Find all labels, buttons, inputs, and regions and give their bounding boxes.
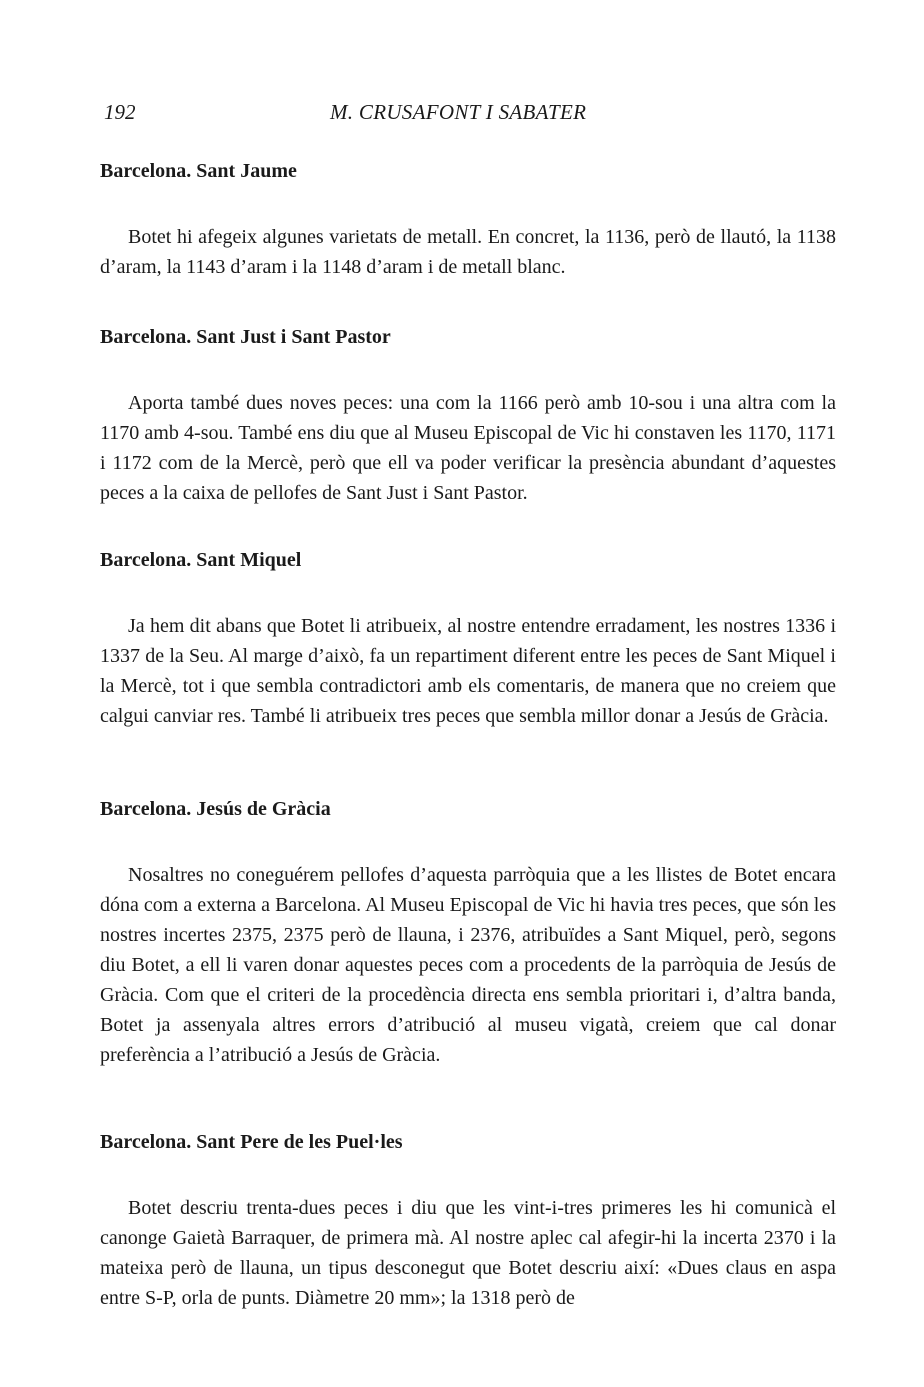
section-sant-jaume — [100, 157, 836, 282]
section-heading: Barcelona. Sant Jaume — [100, 160, 297, 182]
section-paragraph: Ja hem dit abans que Botet li atribueix, al nostre entendre erradament, les nostres 1336 i 1337 de la Seu. Al marge d’això, fa un repartiment diferent entre les peces de Sant Miquel i la Mercè, tot i que sembla contradictori amb els comentaris, de manera que no creiem que calgui canviar res. També li atribueix tres peces que sembla millor donar a Jesús de Gràcia. — [100, 615, 836, 727]
section-heading: Barcelona. Sant Miquel — [100, 549, 302, 571]
section-jesus-de-gracia — [100, 795, 836, 1070]
section-heading: Barcelona. Jesús de Gràcia — [100, 798, 331, 820]
section-paragraph: Botet hi afegeix algunes varietats de metall. En concret, la 1136, però de llautó, la 1138 d’aram, la 1143 d’aram i la 1148 d’aram i de metall blanc. — [100, 226, 836, 278]
section-sant-just-i-sant-pastor — [100, 323, 836, 508]
running-title: M. CRUSAFONT I SABATER — [330, 100, 587, 124]
section-sant-pere-de-les-puelles — [100, 1128, 836, 1313]
section-heading: Barcelona. Sant Just i Sant Pastor — [100, 326, 391, 348]
section-paragraph: Nosaltres no coneguérem pellofes d’aquesta parròquia que a les llistes de Botet encara dóna com a externa a Barcelona. Al Museu Episcopal de Vic hi havia tres peces, que són les nostres incertes 2375, 2375 però de llauna, i 2376, atribuïdes a Sant Miquel, però, segons diu Botet, a ell li varen donar aquestes peces com a procedents de la parròquia de Jesús de Gràcia. Com que el criteri de la procedència directa ens sembla prioritari i, d’altra banda, Botet ja assenyala altres errors d’atribució al museu vigatà, creiem que cal donar preferència a l’atribució a Jesús de Gràcia. — [100, 864, 836, 1066]
section-paragraph: Botet descriu trenta-dues peces i diu que les vint-i-tres primeres les hi comunicà el canonge Gaietà Barraquer, de primera mà. Al nostre aplec cal afegir-hi la incerta 2370 i la mateixa però de llauna, un tipus desconegut que Botet descriu així: «Dues claus en aspa entre S-P, orla de punts. Diàmetre 20 mm»; la 1318 però de — [100, 1197, 836, 1309]
running-header — [104, 100, 836, 130]
page-number: 192 — [104, 100, 136, 124]
section-paragraph: Aporta també dues noves peces: una com la 1166 però amb 10-sou i una altra com la 1170 amb 4-sou. També ens diu que al Museu Episcopal de Vic hi constaven les 1170, 1171 i 1172 com de la Mercè, però que ell va poder verificar la presència abundant d’aquestes peces a la caixa de pellofes de Sant Just i Sant Pastor. — [100, 392, 836, 504]
section-heading: Barcelona. Sant Pere de les Puel·les — [100, 1131, 403, 1153]
section-sant-miquel — [100, 546, 836, 731]
